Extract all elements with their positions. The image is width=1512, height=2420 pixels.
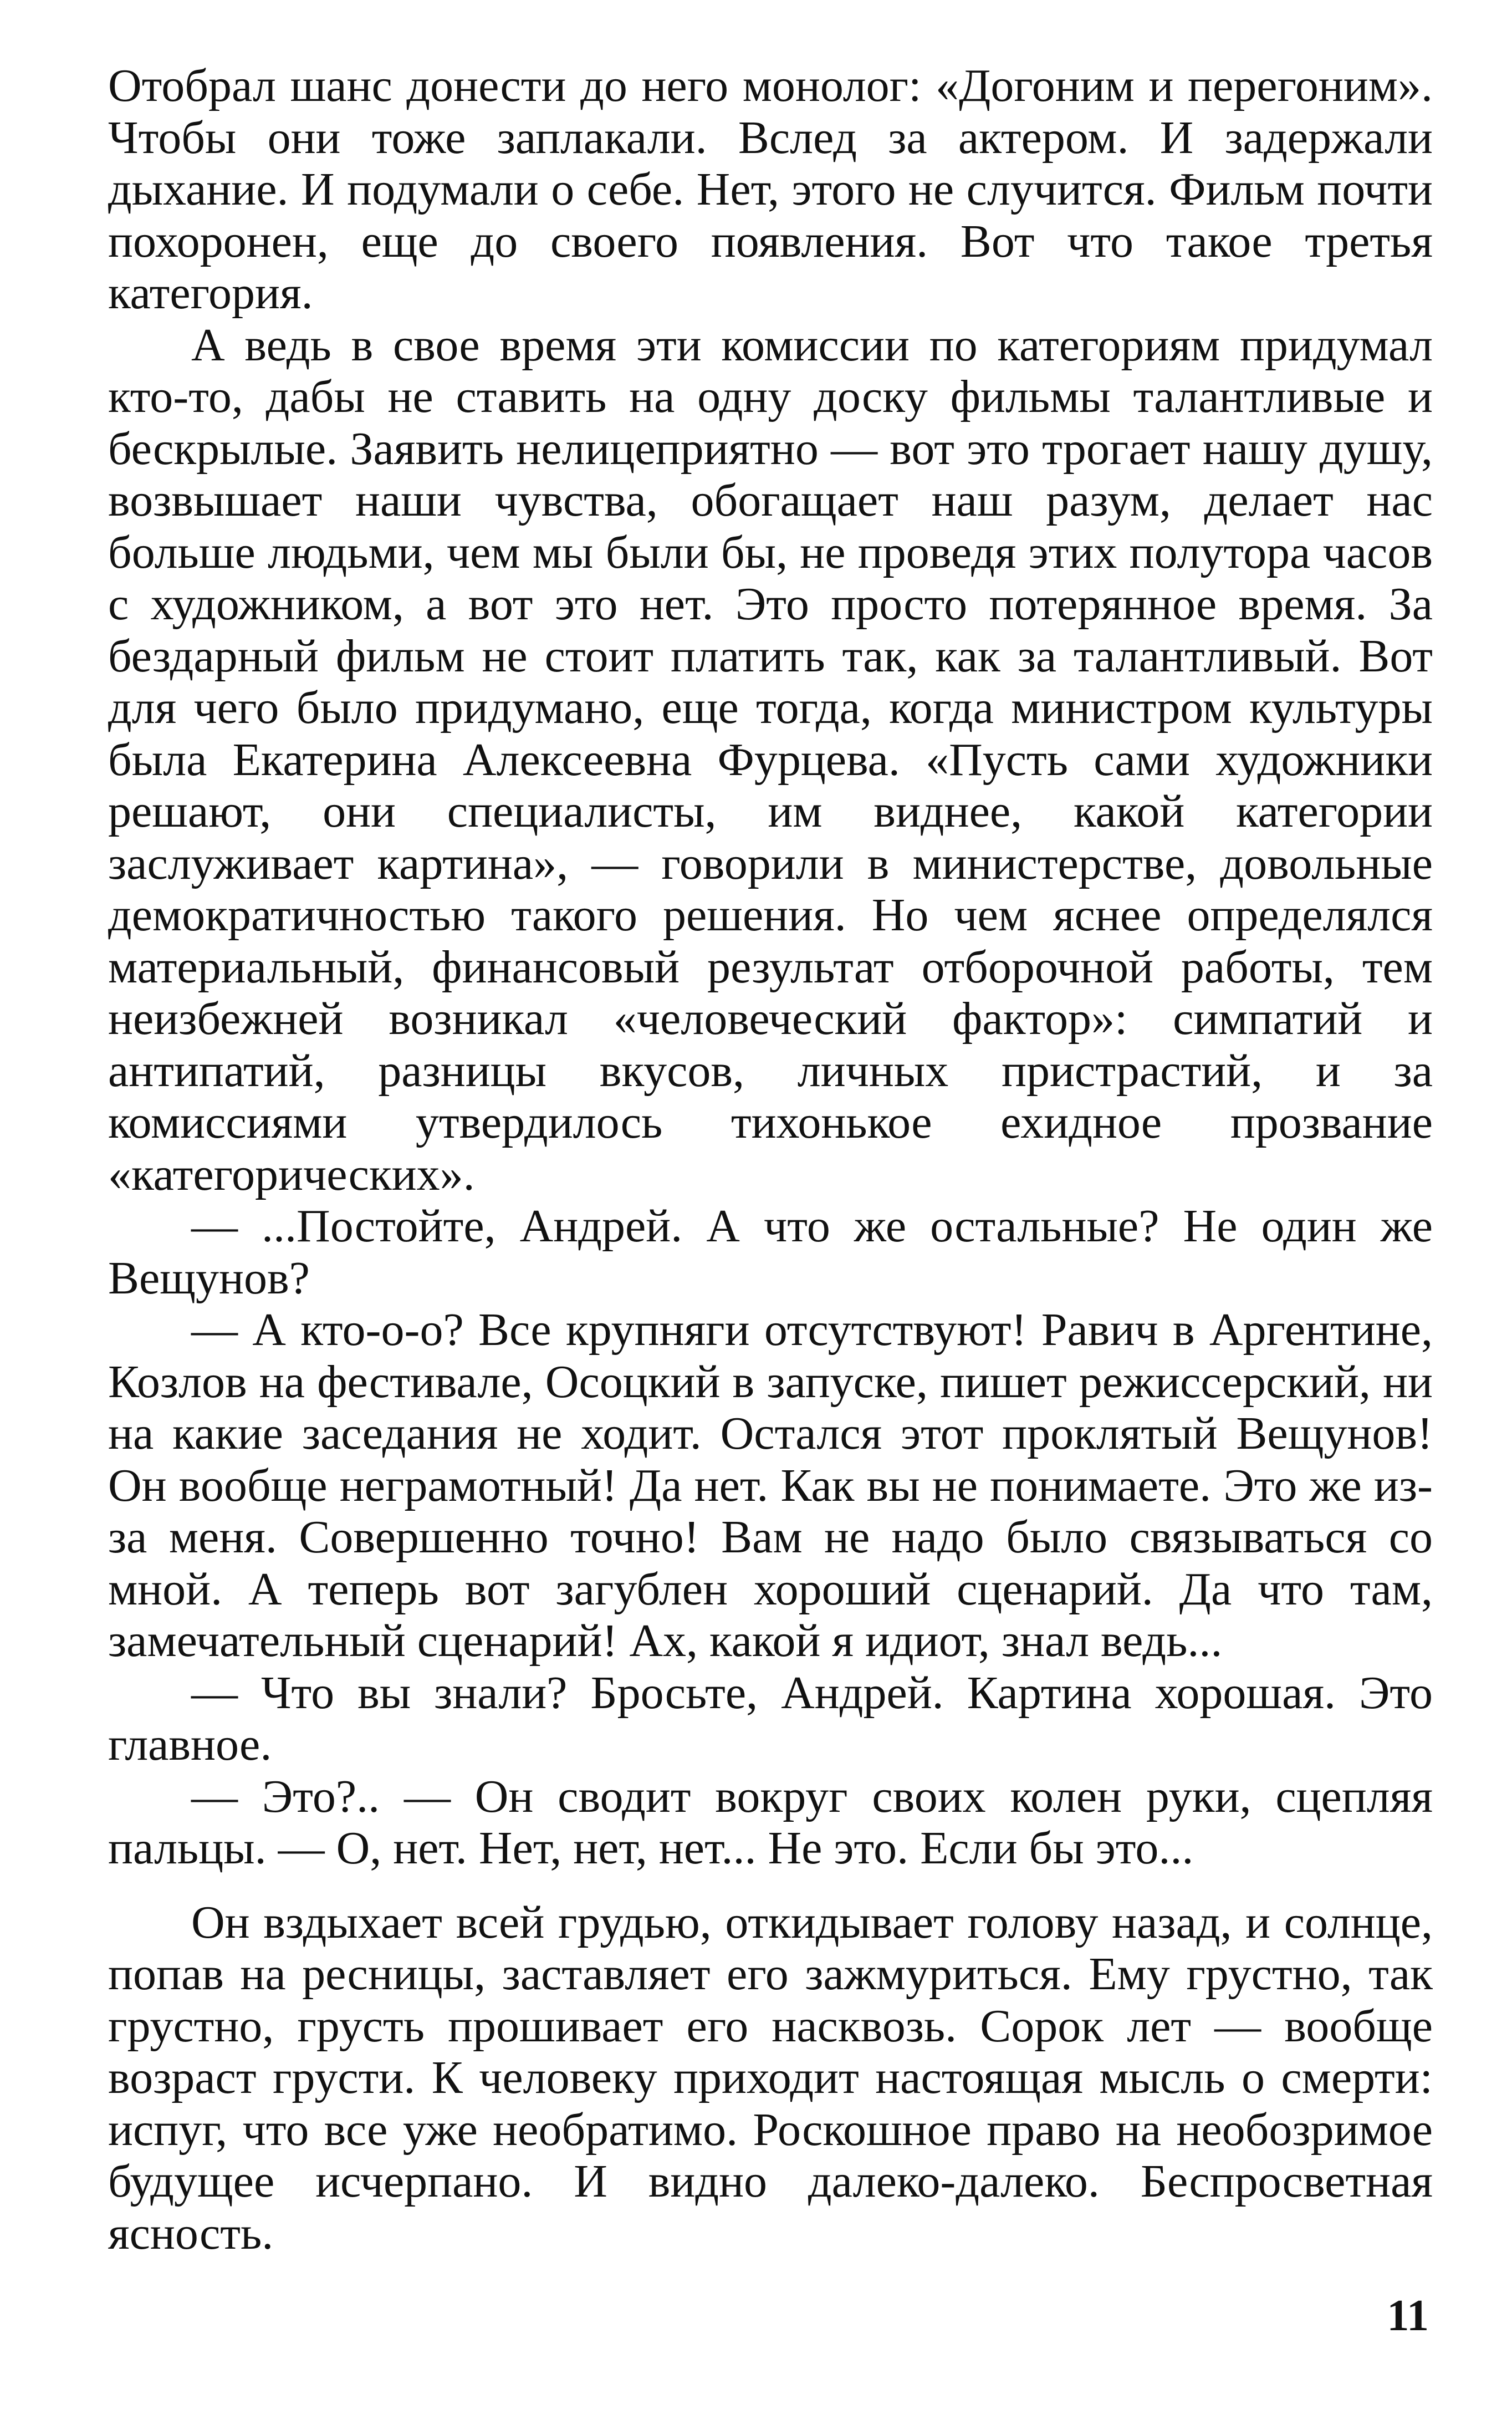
dialogue-line-2: — А кто-о-о? Все крупняги отсутствуют! Равич в Аргентине, Козлов на фестивале, Осоцкий в запуске, пишет режиссерский, ни на какие заседания не ходит. Остался этот проклятый Вещунов! Он вообще неграмотный! Да нет. Как вы не понимаете. Это же из-за меня. Совершенно точно! Вам не надо было связываться со мной. А теперь вот загублен хороший сценарий. Да что там, замечательный сценарий! Ах, какой я идиот, знал ведь... [108,1304,1433,1667]
dialogue-line-3: — Что вы знали? Бросьте, Андрей. Картина хорошая. Это главное. [108,1667,1433,1770]
page-number: 11 [1387,2291,1429,2340]
paragraph-commissions: А ведь в свое время эти комиссии по категориям придумал кто-то, дабы не ставить на одну доску фильмы талантливые и бескрылые. Заявить нелицеприятно — вот это трогает нашу душу, возвышает наши чувства, обогащает наш разум, делает нас больше людьми, чем мы были бы, не проведя этих полутора часов с художником, а вот это нет. Это просто потерянное время. За бездарный фильм не стоит платить так, как за талантливый. Вот для чего было придумано, еще тогда, когда министром культуры была Екатерина Алексеевна Фурцева. «Пусть сами художники решают, они специалисты, им виднее, какой категории заслуживает картина», — говорили в министерстве, довольные демократичностью такого решения. Но чем яснее определялся материальный, финансовый результат отборочной работы, тем неизбежней возникал «человеческий фактор»: симпатий и антипатий, разницы вкусов, личных пристрастий, и за комиссиями утвердилось тихонькое ехидное прозвание «категорических». [108,319,1433,1200]
paragraph-continuation: Отобрал шанс донести до него монолог: «Догоним и перегоним». Чтобы они тоже заплакали. Вслед за актером. И задержали дыхание. И подумали о себе. Нет, этого не случится. Фильм почти похоронен, еще до своего появления. Вот что такое третья категория. [108,60,1433,319]
dialogue-line-1: — ...Постойте, Андрей. А что же остальные? Не один же Вещунов? [108,1200,1433,1304]
book-page-text [108,60,1433,2259]
paragraph-sigh: Он вздыхает всей грудью, откидывает голову назад, и солнце, попав на ресницы, заставляет его зажмуриться. Ему грустно, так грустно, грусть прошивает его насквозь. Сорок лет — вообще возраст грусти. К человеку приходит настоящая мысль о смерти: испуг, что все уже необратимо. Роскошное право на необозримое будущее исчерпано. И видно далеко-далеко. Беспросветная ясность. [108,1896,1433,2259]
dialogue-line-4: — Это?.. — Он сводит вокруг своих колен руки, сцепляя пальцы. — О, нет. Нет, нет, нет... Не это. Если бы это... [108,1770,1433,1874]
